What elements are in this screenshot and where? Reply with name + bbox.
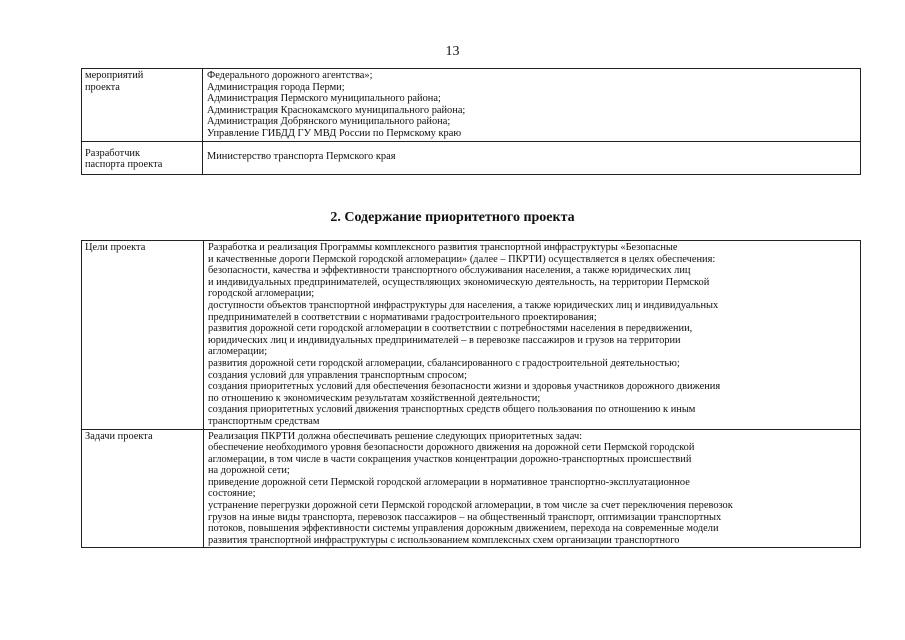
list-item: Федерального дорожного агентства»; [207, 70, 373, 81]
developer-text: Министерство транспорта Пермского края [207, 150, 396, 162]
list-item: Администрация города Перми; [207, 81, 345, 93]
text-line: городской агломерации; [208, 288, 315, 300]
participants-list [203, 69, 861, 142]
row-label-participants [82, 69, 203, 142]
text-line: создания приоритетных условий движения транспортных средств общего пользования по отношению к иным [208, 404, 696, 416]
label-text: Цели проекта [85, 242, 146, 253]
text-line: приведение дорожной сети Пермской городской агломерации в нормативное транспортно-эксплуатационное [208, 476, 690, 488]
project-content-table [81, 240, 861, 548]
project-passport-table [81, 68, 861, 175]
text-line: на дорожной сети; [208, 465, 290, 477]
row-label-tasks [82, 429, 204, 548]
text-line: создания приоритетных условий для обеспечения безопасности жизни и здоровья участников дорожного движения [208, 381, 721, 393]
text-line: агломерации; [208, 346, 268, 358]
text-line: доступности объектов транспортной инфраструктуры для населения, а также юридических лиц и индивидуальных [208, 299, 719, 311]
list-item: Управление ГИБДД ГУ МВД России по Пермскому краю [207, 127, 462, 139]
text-line: грузов на иные виды транспорта, перевозок пассажиров – на общественный транспорт, оптимизации транспортных [208, 511, 722, 523]
text-line: агломерации, в том числе в части сокращения участков концентрации дорожно-транспортных происшествий [208, 453, 692, 465]
table-row [82, 241, 861, 430]
text-line: предпринимателей в соответствии с нормативами градостроительного проектирования; [208, 311, 597, 323]
text-line: безопасности, качества и эффективности транспортного обслуживания населения, а также юридических лиц [208, 265, 691, 277]
text-line: потоков, повышения эффективности системы управления дорожным движением, перехода на современные модели [208, 523, 719, 535]
label-line: мероприятий [85, 70, 144, 81]
list-item: Администрация Краснокамского муниципального района; [207, 104, 466, 116]
text-line: развития транспортной инфраструктуры с использованием комплексных схем организации транспортного [208, 534, 680, 546]
text-line: по отношению к экономическим результатам хозяйственной деятельности; [208, 392, 541, 404]
label-line: паспорта проекта [85, 159, 163, 171]
label-text: Задачи проекта [85, 430, 153, 442]
text-line: юридических лиц и индивидуальных предпринимателей – в перевозке пассажиров и грузов на территории [208, 334, 681, 346]
text-line: развития дорожной сети городской агломерации, сбалансированного с градостроительной деятельностью; [208, 357, 680, 369]
text-line: и индивидуальных предпринимателей, осуществляющих экономическую деятельность, на территории Пермской [208, 276, 710, 288]
text-line: состояние; [208, 488, 256, 500]
table-row [82, 141, 861, 174]
goals-text [204, 241, 861, 430]
table-row [82, 429, 861, 548]
text-line: создания условий для управления транспортным спросом; [208, 369, 468, 381]
text-line: Разработка и реализация Программы комплексного развития транспортной инфраструктуры «Безопасные [208, 242, 678, 253]
text-line: Реализация ПКРТИ должна обеспечивать решение следующих приоритетных задач: [208, 430, 583, 442]
text-line: обеспечение необходимого уровня безопасности дорожного движения на дорожной сети Пермской городской [208, 442, 695, 454]
developer-value [203, 141, 861, 174]
text-line: развития дорожной сети городской агломерации в соответствии с потребностями населения в передвижении, [208, 323, 693, 335]
list-item: Администрация Добрянского муниципального района; [207, 116, 451, 128]
tasks-text [204, 429, 861, 548]
text-line: и качественные дороги Пермской городской агломерации» (далее – ПКРТИ) осуществляется в целях обеспечения: [208, 253, 716, 265]
label-line: Разработчик [85, 147, 141, 159]
text-line: транспортным средствам [208, 415, 320, 427]
label-line: проекта [85, 81, 120, 93]
list-item: Администрация Пермского муниципального района; [207, 93, 441, 105]
page-number: 13 [445, 44, 460, 59]
table-row [82, 69, 861, 142]
row-label-developer [82, 141, 203, 174]
row-label-goals [82, 241, 204, 430]
text-line: устранение перегрузки дорожной сети Пермской городской агломерации, в том числе за счет переключения перевозок [208, 500, 733, 512]
section-title: 2. Содержание приоритетного проекта [330, 210, 575, 225]
